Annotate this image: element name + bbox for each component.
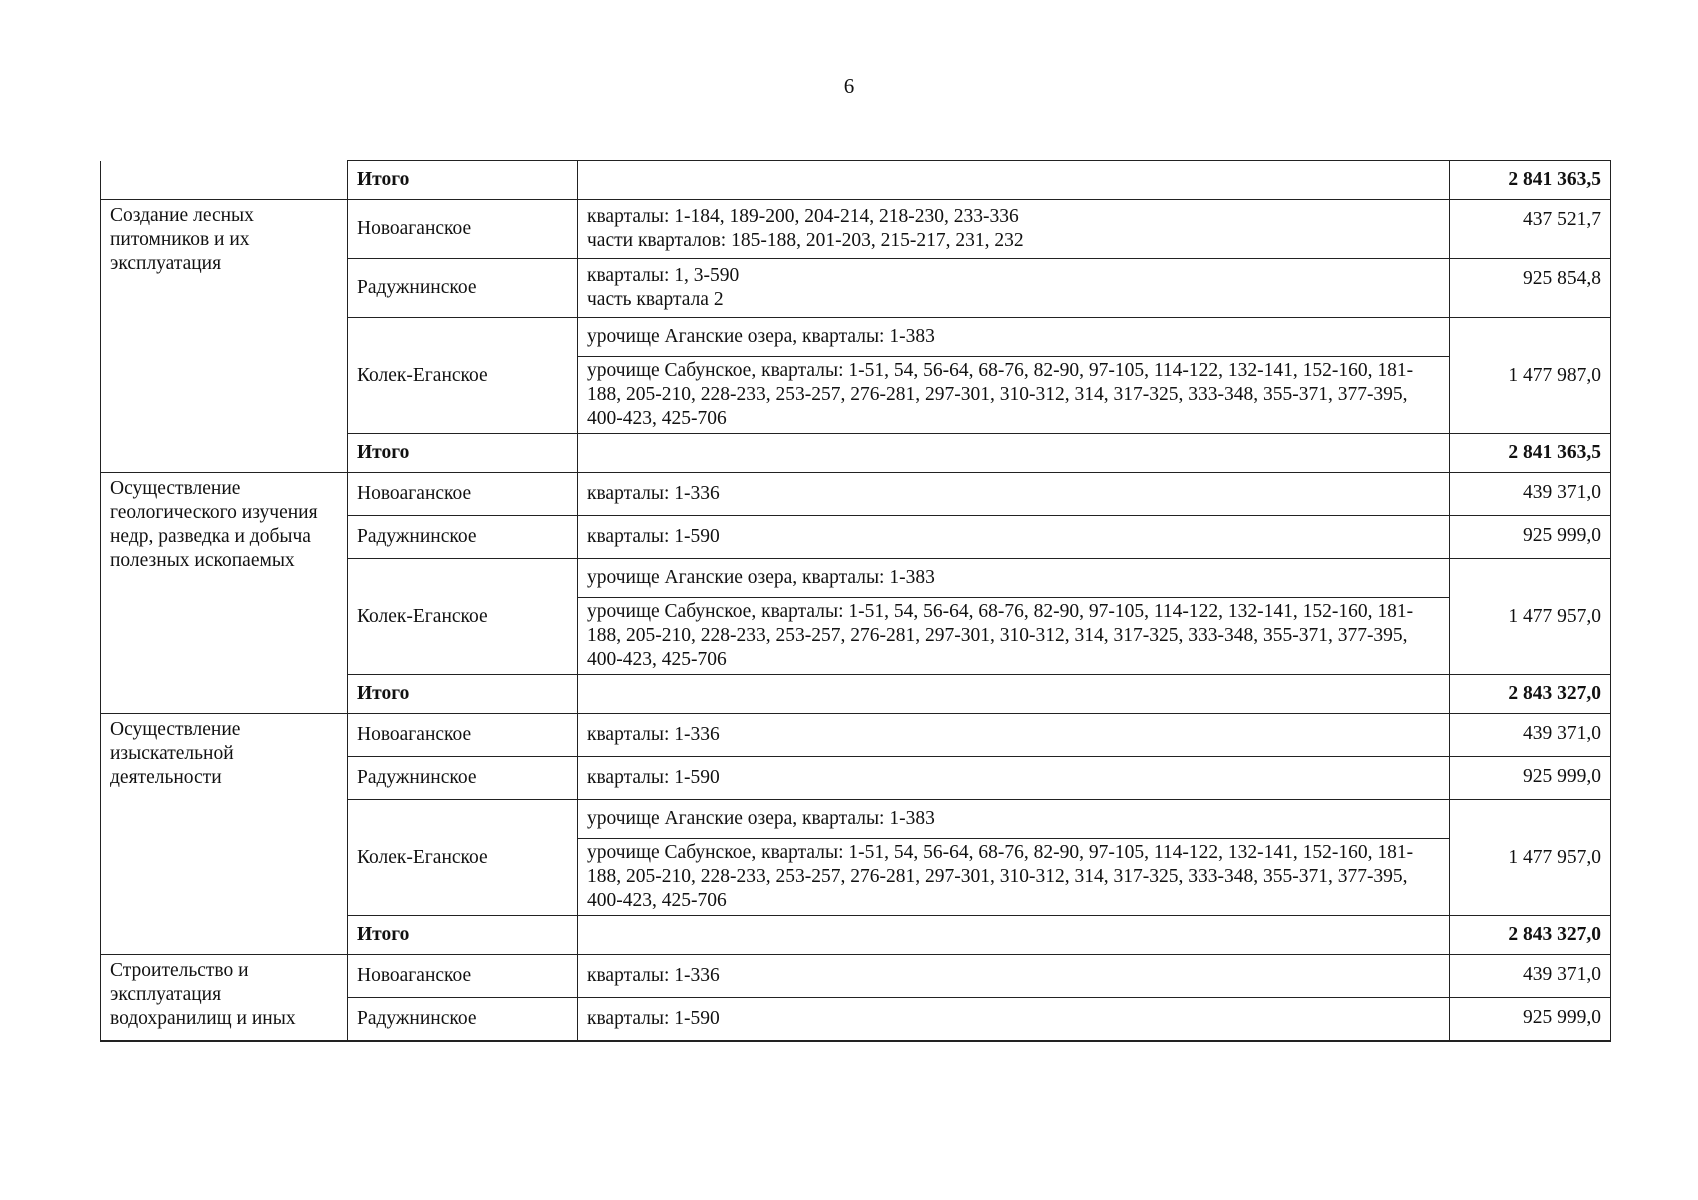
- quarters-cell: [578, 259, 1450, 318]
- land-use-table: [100, 160, 1611, 1042]
- quarters-cell: урочище Аганские озера, кварталы: 1-383: [578, 800, 1450, 839]
- total-amount: 2 843 327,0: [1450, 675, 1611, 714]
- page-number: 6: [843, 74, 855, 98]
- total-amount: 2 841 363,5: [1450, 434, 1611, 473]
- total-amount: 2 841 363,5: [1450, 161, 1611, 200]
- forestry-name: Новоаганское: [348, 473, 578, 516]
- forestry-name: Новоаганское: [348, 955, 578, 998]
- quarters-cell: кварталы: 1-336: [578, 473, 1450, 516]
- area-amount: 1 477 987,0: [1450, 318, 1611, 434]
- area-amount: 1 477 957,0: [1450, 800, 1611, 916]
- area-amount: 925 999,0: [1450, 998, 1611, 1042]
- quarters-line: части кварталов: 185-188, 201-203, 215-217, 231, 232: [587, 230, 1024, 251]
- forestry-name: Радужнинское: [348, 757, 578, 800]
- forestry-name: Новоаганское: [348, 200, 578, 259]
- activity-cell: Строительство и эксплуатация водохранилищ и иных: [101, 955, 348, 1042]
- forestry-name: Колек-Еганское: [348, 318, 578, 434]
- area-amount: 925 999,0: [1450, 757, 1611, 800]
- activity-cell: Осуществление геологического изучения недр, разведка и добыча полезных ископаемых: [101, 473, 348, 714]
- quarters-cell: кварталы: 1-590: [578, 998, 1450, 1042]
- total-label: Итого: [348, 161, 578, 200]
- total-quarters-empty: [578, 675, 1450, 714]
- forestry-name: Радужнинское: [348, 998, 578, 1042]
- quarters-cell: кварталы: 1-336: [578, 955, 1450, 998]
- table-row: [101, 473, 1611, 516]
- total-amount: 2 843 327,0: [1450, 916, 1611, 955]
- quarters-cell: урочище Аганские озера, кварталы: 1-383: [578, 318, 1450, 357]
- total-label: Итого: [348, 916, 578, 955]
- quarters-cell: урочище Сабунское, кварталы: 1-51, 54, 56-64, 68-76, 82-90, 97-105, 114-122, 132-141, 152-160, 181-188, 205-210, 228-233, 253-257, 276-281, 297-301, 310-312, 314, 317-325, 333-348, 355-371, 377-395, 400-423, 425-706: [578, 839, 1450, 916]
- area-amount: 439 371,0: [1450, 955, 1611, 998]
- activity-cell: Создание лесных питомников и их эксплуатация: [101, 200, 348, 473]
- total-label: Итого: [348, 434, 578, 473]
- quarters-cell: урочище Аганские озера, кварталы: 1-383: [578, 559, 1450, 598]
- quarters-cell: [578, 200, 1450, 259]
- quarters-line: кварталы: 1-184, 189-200, 204-214, 218-230, 233-336: [587, 206, 1019, 227]
- quarters-cell: кварталы: 1-336: [578, 714, 1450, 757]
- area-amount: 437 521,7: [1450, 200, 1611, 259]
- forestry-name: Новоаганское: [348, 714, 578, 757]
- table-row: [101, 955, 1611, 998]
- area-amount: 925 999,0: [1450, 516, 1611, 559]
- quarters-cell: кварталы: 1-590: [578, 516, 1450, 559]
- area-amount: 1 477 957,0: [1450, 559, 1611, 675]
- forestry-name: Радужнинское: [348, 259, 578, 318]
- quarters-line: часть квартала 2: [587, 289, 724, 310]
- total-quarters-empty: [578, 434, 1450, 473]
- forestry-name: Колек-Еганское: [348, 559, 578, 675]
- total-quarters-empty: [578, 916, 1450, 955]
- table-row: [101, 714, 1611, 757]
- activity-cell: Осуществление изыскательной деятельности: [101, 714, 348, 955]
- area-amount: 439 371,0: [1450, 714, 1611, 757]
- quarters-line: кварталы: 1, 3-590: [587, 265, 740, 286]
- quarters-cell: кварталы: 1-590: [578, 757, 1450, 800]
- total-quarters-empty: [578, 161, 1450, 200]
- quarters-cell: урочище Сабунское, кварталы: 1-51, 54, 56-64, 68-76, 82-90, 97-105, 114-122, 132-141, 152-160, 181-188, 205-210, 228-233, 253-257, 276-281, 297-301, 310-312, 314, 317-325, 333-348, 355-371, 377-395, 400-423, 425-706: [578, 357, 1450, 434]
- area-amount: 439 371,0: [1450, 473, 1611, 516]
- forestry-name: Колек-Еганское: [348, 800, 578, 916]
- total-label: Итого: [348, 675, 578, 714]
- activity-cell-empty: [101, 161, 348, 200]
- forestry-name: Радужнинское: [348, 516, 578, 559]
- quarters-cell: урочище Сабунское, кварталы: 1-51, 54, 56-64, 68-76, 82-90, 97-105, 114-122, 132-141, 152-160, 181-188, 205-210, 228-233, 253-257, 276-281, 297-301, 310-312, 314, 317-325, 333-348, 355-371, 377-395, 400-423, 425-706: [578, 598, 1450, 675]
- total-row-carryover: [101, 161, 1611, 200]
- table-row: [101, 200, 1611, 259]
- area-amount: 925 854,8: [1450, 259, 1611, 318]
